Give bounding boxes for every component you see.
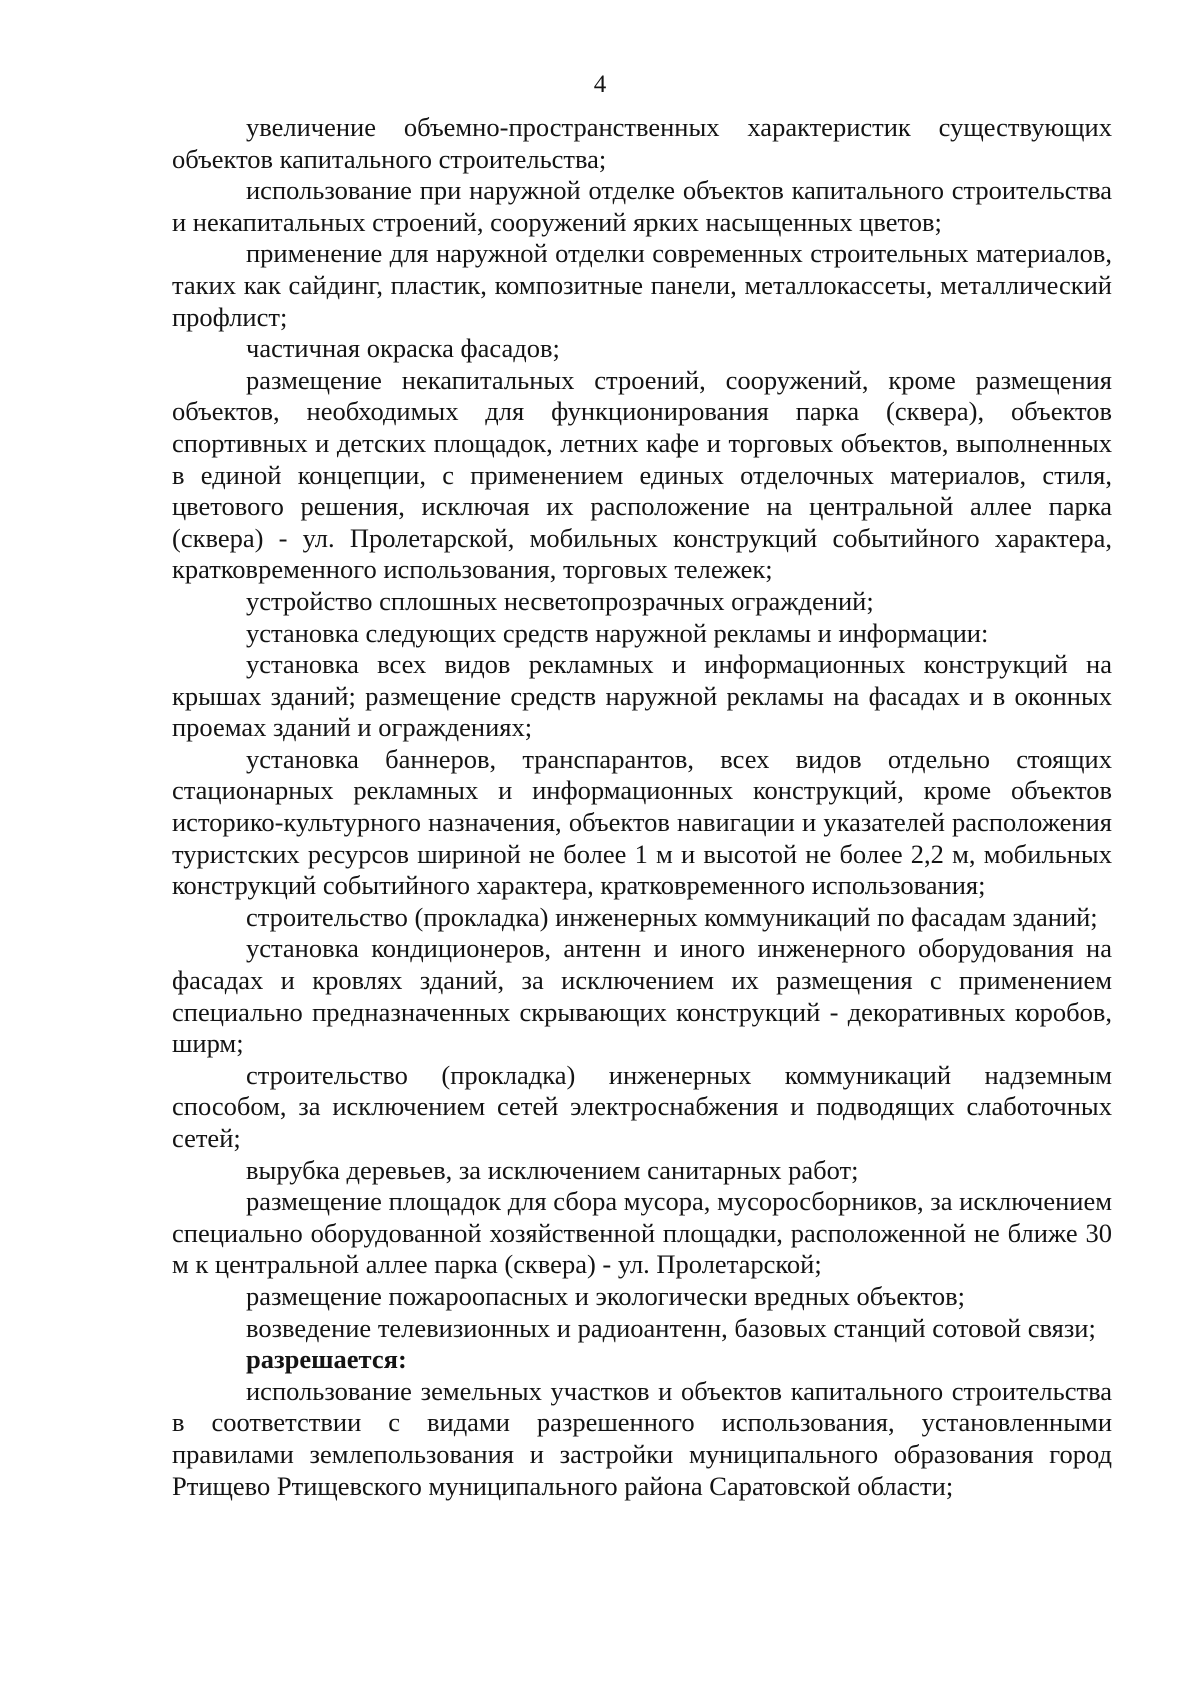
paragraph: частичная окраска фасадов; <box>246 333 560 364</box>
paragraph: размещение пожароопасных и экологически вредных объектов; <box>246 1280 965 1311</box>
paragraph: увеличение объемно-пространственных характеристик существующих объектов капитального строительства; <box>172 112 1112 174</box>
paragraph: установка баннеров, транспарантов, всех видов отдельно стоящих стационарных рекламных и информационных конструкций, кроме объектов историко-культурного назначения, объектов навигации и указателей расположения туристских ресурсов шириной не более 1 м и высотой не более 2,2 м, мобильных конструкций событийного характера, кратковременного использования; <box>172 743 1112 901</box>
paragraph: вырубка деревьев, за исключением санитарных работ; <box>246 1154 859 1185</box>
paragraph: устройство сплошных несветопрозрачных ограждений; <box>246 585 874 616</box>
paragraph: установка кондиционеров, антенн и иного инженерного оборудования на фасадах и кровлях зданий, за исключением их размещения с применением специально предназначенных скрывающих конструкций - декоративных коробов, ширм; <box>172 933 1112 1059</box>
paragraph: размещение некапитальных строений, сооружений, кроме размещения объектов, необходимых для функционирования парка (сквера), объектов спортивных и детских площадок, летних кафе и торговых объектов, выполненных в единой концепции, с применением единых отделочных материалов, стиля, цветового решения, исключая их расположение на центральной аллее парка (сквера) - ул. Пролетарской, мобильных конструкций событийного характера, кратковременного использования, торговых тележек; <box>172 364 1112 585</box>
paragraph: применение для наружной отделки современных строительных материалов, таких как сайдинг, пластик, композитные панели, металлокассеты, металлический профлист; <box>172 238 1112 332</box>
paragraph: установка следующих средств наружной рекламы и информации: <box>246 617 989 648</box>
paragraph: размещение площадок для сбора мусора, мусоросборников, за исключением специально оборудованной хозяйственной площадки, расположенной не ближе 30 м к центральной аллее парка (сквера) - ул. Пролетарской; <box>172 1186 1112 1280</box>
paragraph: возведение телевизионных и радиоантенн, базовых станций сотовой связи; <box>246 1312 1096 1343</box>
paragraph: установка всех видов рекламных и информационных конструкций на крышах зданий; размещение средств наружной рекламы на фасадах и в оконных проемах зданий и ограждениях; <box>172 649 1112 743</box>
allowed-heading: разрешается: <box>246 1344 407 1375</box>
paragraph: использование земельных участков и объектов капитального строительства в соответствии с видами разрешенного использования, установленными правилами землепользования и застройки муниципального образования город Ртищево Ртищевского муниципального района Саратовской области; <box>172 1375 1112 1501</box>
paragraph: строительство (прокладка) инженерных коммуникаций по фасадам зданий; <box>246 901 1098 932</box>
paragraph: использование при наружной отделке объектов капитального строительства и некапитальных строений, сооружений ярких насыщенных цветов; <box>172 175 1112 237</box>
page-number: 4 <box>593 71 607 98</box>
paragraph: строительство (прокладка) инженерных коммуникаций надземным способом, за исключением сетей электроснабжения и подводящих слаботочных сетей; <box>172 1059 1112 1153</box>
document-body <box>172 112 1112 1502</box>
